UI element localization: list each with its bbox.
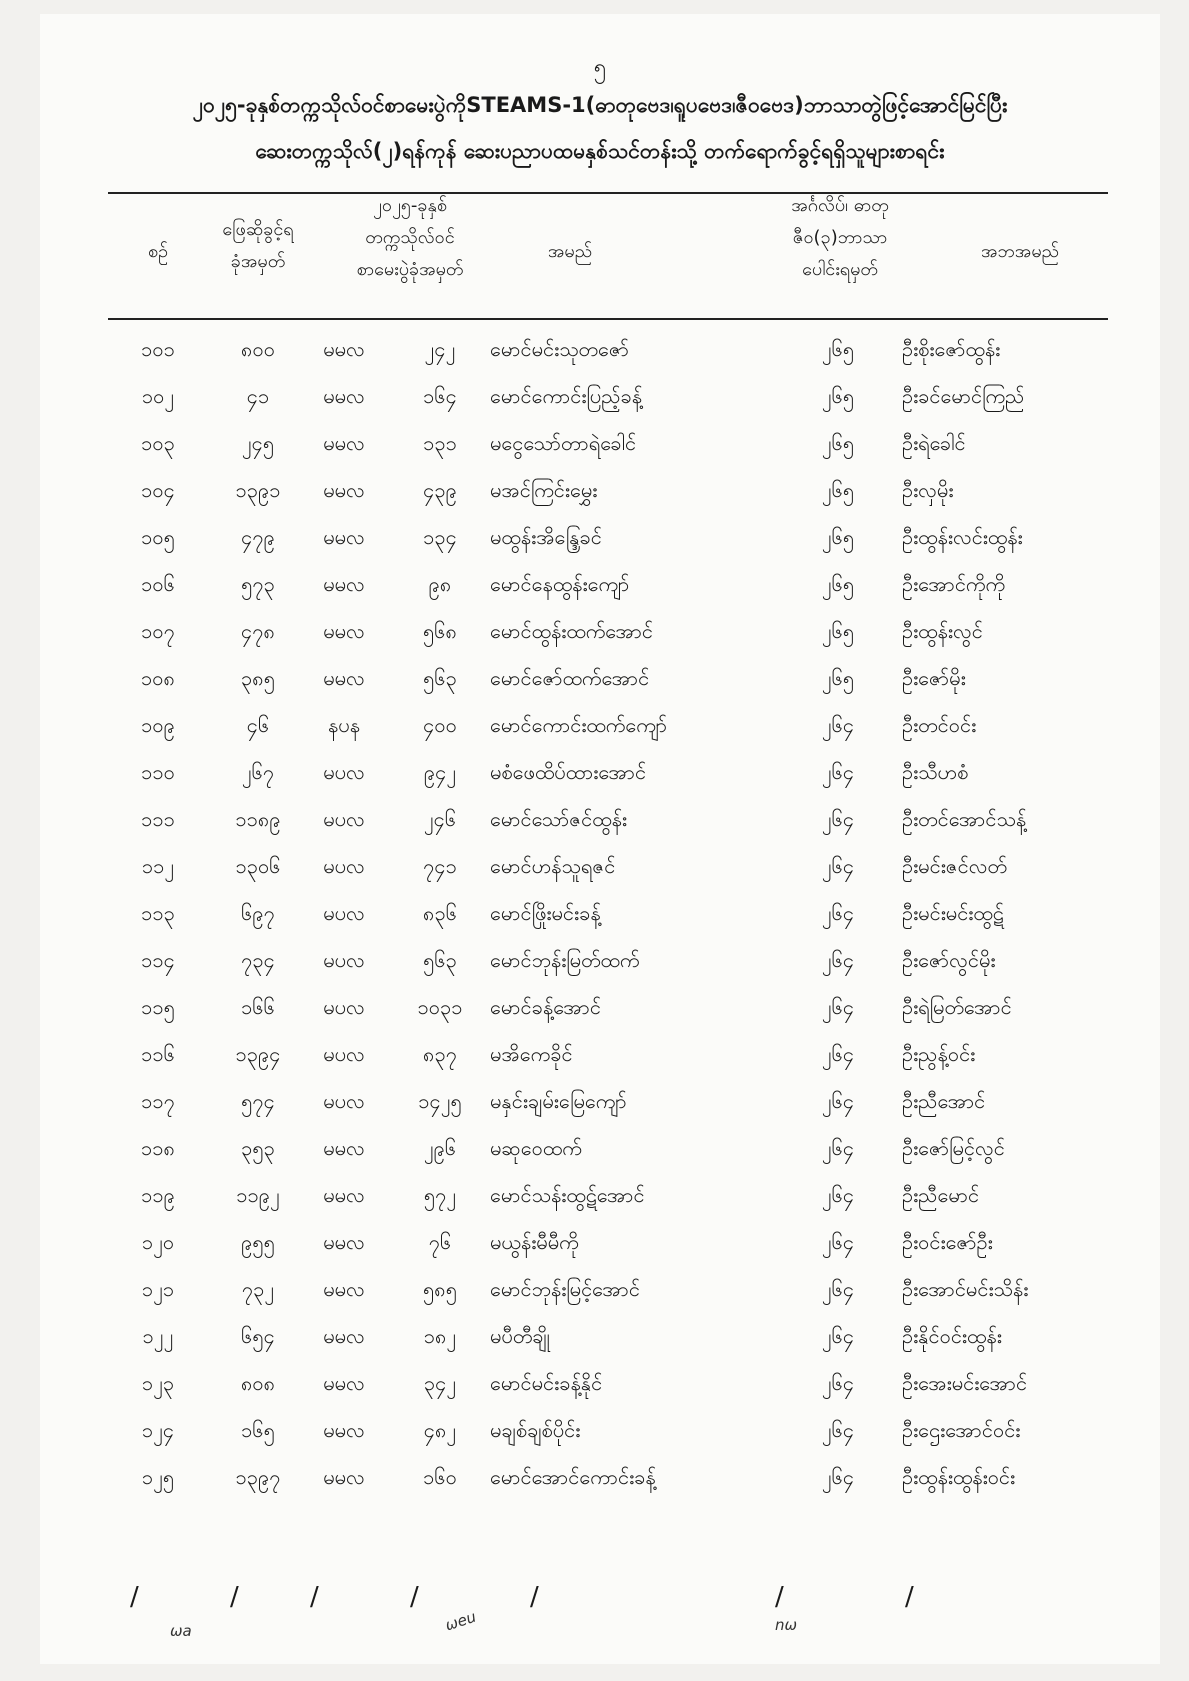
cell-no: ၁၀၇ — [141, 619, 175, 643]
header-marks — [750, 190, 930, 286]
header-exam-line-2: တက္ကသိုလ်ဝင် — [365, 227, 455, 248]
header-father: အဘအမည် — [980, 241, 1060, 262]
cell-marks: ၂၆၅ — [821, 619, 855, 643]
cell-region: မမလ — [323, 619, 365, 643]
cell-father: ဦးတင်အောင်သန့် — [902, 807, 1027, 831]
cell-roll: ၁၆၄ — [423, 384, 457, 408]
table-row — [40, 1135, 1160, 1182]
cell-no: ၁၁၅ — [141, 995, 175, 1019]
initials-signature: ωa — [170, 1622, 192, 1640]
cell-name: မောင်ဟန်သူရဇင် — [490, 854, 616, 878]
table-row — [40, 806, 1160, 853]
table-row — [40, 618, 1160, 665]
cell-no: ၁၁၄ — [141, 948, 175, 972]
cell-application: ၁၃၉၁ — [235, 478, 281, 502]
cell-roll: ၄၈၂ — [423, 1418, 457, 1442]
cell-application: ၁၆၆ — [241, 995, 275, 1019]
cell-application: ၃၅၃ — [241, 1136, 275, 1160]
cell-region: မမလ — [323, 1418, 365, 1442]
initials-signature: nω — [775, 1616, 798, 1634]
header-name: အမည် — [547, 241, 593, 262]
cell-application: ၇၃၂ — [241, 1277, 275, 1301]
cell-name: မောင်ကောင်းထက်ကျော် — [490, 713, 668, 737]
cell-marks: ၂၆၄ — [821, 995, 855, 1019]
cell-father: ဦးအောင်ကိုကို — [902, 572, 1006, 596]
cell-application: ၁၃၉၇ — [235, 1465, 281, 1489]
cell-no: ၁၀၆ — [141, 572, 175, 596]
cell-region: နပန — [327, 713, 361, 737]
cell-father: ဦးလှမိုး — [902, 478, 954, 502]
cell-name: မောင်သန်းထွဋ်အောင် — [490, 1183, 645, 1207]
cell-application: ၂၄၅ — [241, 431, 275, 455]
cell-no: ၁၁၁ — [141, 807, 175, 831]
cell-name: မောင်ဘုန်းမြင့်အောင် — [490, 1277, 640, 1301]
cell-marks: ၂၆၄ — [821, 760, 855, 784]
cell-no: ၁၀၂ — [141, 384, 175, 408]
cell-name: မောင်ဘုန်းမြတ်ထက် — [490, 948, 640, 972]
cell-marks: ၂၆၄ — [821, 854, 855, 878]
cell-father: ဦးအောင်မင်းသိန်း — [902, 1277, 1029, 1301]
table-row — [40, 947, 1160, 994]
cell-region: မမလ — [323, 572, 365, 596]
header-no: စဉ် — [147, 241, 169, 262]
cell-marks: ၂၆၄ — [821, 1230, 855, 1254]
cell-father: ဦးညီမောင် — [902, 1183, 980, 1207]
cell-region: မမလ — [323, 1277, 365, 1301]
cell-application: ၄၇၉ — [241, 525, 275, 549]
table-row — [40, 1276, 1160, 1323]
cell-name: မောင်အောင်ကောင်းခန့် — [490, 1465, 656, 1489]
cell-marks: ၂၆၄ — [821, 948, 855, 972]
cell-roll: ၄၃၉ — [423, 478, 457, 502]
cell-roll: ၇၄၁ — [423, 854, 457, 878]
end-stroke: / — [410, 1582, 419, 1612]
cell-region: မမလ — [323, 1183, 365, 1207]
cell-marks: ၂၆၄ — [821, 713, 855, 737]
cell-marks: ၂၆၅ — [821, 525, 855, 549]
cell-application: ၁၁၈၉ — [235, 807, 281, 831]
cell-application: ၁၃၀၆ — [235, 854, 281, 878]
cell-region: မပလ — [323, 1042, 365, 1066]
table-row — [40, 994, 1160, 1041]
end-stroke: / — [775, 1582, 784, 1612]
cell-region: မမလ — [323, 1371, 365, 1395]
cell-marks: ၂၆၄ — [821, 1183, 855, 1207]
header-application-line-2: ခုံအမှတ် — [230, 251, 286, 272]
cell-no: ၁၁၉ — [141, 1183, 175, 1207]
cell-region: မမလ — [323, 384, 365, 408]
cell-roll: ၃၄၂ — [423, 1371, 457, 1395]
cell-no: ၁၁၈ — [141, 1136, 175, 1160]
cell-roll: ၉၈ — [428, 572, 452, 596]
cell-roll: ၁၈၂ — [423, 1324, 457, 1348]
cell-name: မောင်ဖြိုးမင်းခန့် — [490, 901, 601, 925]
table-row — [40, 853, 1160, 900]
cell-roll: ၅၆၃ — [423, 666, 457, 690]
cell-marks: ၂၆၄ — [821, 1371, 855, 1395]
table-row — [40, 477, 1160, 524]
cell-region: မမလ — [323, 1136, 365, 1160]
cell-name: မောင်ခန့်အောင် — [490, 995, 601, 1019]
cell-father: ဦးညွန့်ဝင်း — [902, 1042, 976, 1066]
table-row — [40, 1041, 1160, 1088]
cell-name: မပီတီချို — [490, 1324, 550, 1348]
header-exam-line-3: စာမေးပွဲခုံအမှတ် — [356, 259, 464, 280]
table-row — [40, 1088, 1160, 1135]
cell-roll: ၅၆၈ — [423, 619, 457, 643]
table-top-rule — [108, 192, 1108, 194]
cell-marks: ၂၆၅ — [821, 478, 855, 502]
cell-name: မယွန်းမီမီကို — [490, 1230, 579, 1254]
table-row — [40, 336, 1160, 383]
table-row — [40, 1229, 1160, 1276]
cell-no: ၁၂၅ — [141, 1465, 175, 1489]
cell-no: ၁၂၃ — [141, 1371, 175, 1395]
cell-no: ၁၀၅ — [141, 525, 175, 549]
document-title-line-1: ၂၀၂၅-ခုနှစ်တက္ကသိုလ်ဝင်စာမေးပွဲကိုSTEAMS-1(ဓာတုဗေဒ၊ရူပဗေဒ၊ဇီဝဗေဒ)ဘာသာတွဲဖြင့်အောင်မြင်ပြီး — [192, 93, 1008, 117]
cell-name: မထွန်းအိန္ဒြေခင် — [490, 525, 602, 549]
header-marks-line-3: ပေါင်းရမှတ် — [802, 259, 878, 280]
cell-application: ၄၇၈ — [241, 619, 275, 643]
cell-application: ၉၅၅ — [241, 1230, 275, 1254]
cell-region: မမလ — [323, 1465, 365, 1489]
cell-father: ဦးရဲမြတ်အောင် — [902, 995, 1012, 1019]
header-marks-line-1: အင်္ဂလိပ်၊ ဓာတု — [791, 195, 889, 216]
table-row — [40, 900, 1160, 947]
cell-name: မဆုဝေထက် — [490, 1136, 582, 1160]
table-row — [40, 712, 1160, 759]
cell-region: မမလ — [323, 525, 365, 549]
document-title-line-2: ဆေးတက္ကသိုလ်(၂)ရန်ကုန် ဆေးပညာပထမနှစ်သင်တန်းသို့ တက်ရောက်ခွင့်ရရှိသူများစာရင်း — [255, 139, 945, 163]
cell-roll: ၁၃၁ — [423, 431, 457, 455]
cell-name: မချစ်ချစ်ပိုင်း — [490, 1418, 581, 1442]
cell-marks: ၂၆၄ — [821, 1277, 855, 1301]
cell-marks: ၂၆၄ — [821, 1136, 855, 1160]
cell-name: မောင်မင်းခန့်နိုင် — [490, 1371, 603, 1395]
table-row — [40, 430, 1160, 477]
cell-no: ၁၀၈ — [141, 666, 175, 690]
cell-roll: ၁၃၄ — [423, 525, 457, 549]
cell-no: ၁၁၆ — [141, 1042, 175, 1066]
cell-name: မအင်ကြင်းမွှေး — [490, 478, 598, 502]
cell-father: ဦးခင်မောင်ကြည် — [902, 384, 1025, 408]
end-stroke: / — [130, 1582, 139, 1612]
cell-region: မမလ — [323, 1324, 365, 1348]
cell-marks: ၂၆၄ — [821, 1089, 855, 1113]
cell-region: မမလ — [323, 337, 365, 361]
cell-no: ၁၂၂ — [142, 1324, 174, 1348]
cell-region: မပလ — [323, 760, 365, 784]
cell-application: ၄၁ — [246, 384, 270, 408]
cell-name: မောင်ကောင်းပြည့်ခန့် — [490, 384, 643, 408]
cell-region: မပလ — [323, 807, 365, 831]
header-application — [198, 214, 318, 278]
cell-marks: ၂၆၄ — [821, 901, 855, 925]
cell-application: ၈၀၈ — [240, 1371, 276, 1395]
cell-father: ဦးထွန်းထွန်းဝင်း — [902, 1465, 1016, 1489]
cell-no: ၁၁၂ — [141, 854, 175, 878]
cell-application: ၁၁၉၂ — [236, 1183, 280, 1207]
cell-region: မပလ — [323, 948, 365, 972]
cell-roll: ၁၀၃၁ — [417, 995, 463, 1019]
table-row — [40, 1182, 1160, 1229]
cell-application: ၈၀၀ — [241, 337, 275, 361]
cell-father: ဦးတင်ဝင်း — [902, 713, 977, 737]
cell-name: မစံဖေထိပ်ထားအောင် — [490, 760, 647, 784]
cell-name: မနှင်းချမ်းမြေကျော် — [490, 1089, 627, 1113]
cell-region: မမလ — [323, 1230, 365, 1254]
cell-application: ၅၇၃ — [241, 572, 275, 596]
cell-region: မမလ — [323, 666, 365, 690]
cell-roll: ၅၆၃ — [423, 948, 457, 972]
cell-roll: ၁၄၂၅ — [418, 1089, 462, 1113]
cell-roll: ၂၄၆ — [423, 807, 457, 831]
cell-father: ဦးထွန်းလင်းထွန်း — [902, 525, 1023, 549]
cell-application: ၇၃၄ — [241, 948, 275, 972]
cell-no: ၁၀၃ — [141, 431, 175, 455]
table-row — [40, 1323, 1160, 1370]
cell-name: မောင်ထွန်းထက်အောင် — [490, 619, 654, 643]
end-stroke: / — [905, 1582, 914, 1612]
cell-marks: ၂၆၅ — [821, 337, 855, 361]
cell-roll: ၈၃၇ — [423, 1042, 457, 1066]
cell-roll: ၅၇၂ — [423, 1183, 457, 1207]
cell-roll: ၂၄၂ — [424, 337, 456, 361]
cell-name: မောင်သော်ဇင်ထွန်း — [490, 807, 627, 831]
document-page — [40, 14, 1160, 1664]
table-row — [40, 383, 1160, 430]
cell-marks: ၂၆၄ — [821, 1465, 855, 1489]
table-row — [40, 1417, 1160, 1464]
cell-no: ၁၀၄ — [141, 478, 175, 502]
cell-father: ဦးသီဟစံ — [902, 760, 969, 784]
cell-father: ဦးထွန်းလွင် — [902, 619, 983, 643]
header-marks-line-2: ဇီဝ(၃)ဘာသာ — [792, 227, 888, 248]
cell-roll: ၅၈၅ — [423, 1277, 457, 1301]
cell-name: မငွေသော်တာရဲခေါင် — [490, 431, 637, 455]
cell-marks: ၂၆၅ — [821, 384, 855, 408]
cell-application: ၃၈၅ — [241, 666, 275, 690]
end-of-list-strokes — [40, 1582, 1160, 1612]
cell-name: မောင်နေထွန်းကျော် — [490, 572, 630, 596]
cell-father: ဦးမင်းမင်းထွဋ် — [902, 901, 1004, 925]
cell-marks: ၂၆၅ — [821, 431, 855, 455]
initials-signature: ωeu — [442, 1607, 479, 1635]
cell-region: မပလ — [323, 995, 365, 1019]
cell-marks: ၂၆၄ — [821, 1324, 855, 1348]
cell-father: ဦးဇော်လွင်မိုး — [902, 948, 996, 972]
cell-application: ၁၆၅ — [241, 1418, 275, 1442]
cell-application: ၅၇၄ — [241, 1089, 275, 1113]
cell-application: ၁၃၉၄ — [235, 1042, 281, 1066]
cell-father: ဦးရဲခေါင် — [902, 431, 966, 455]
header-exam-line-1: ၂၀၂၅-ခုနှစ် — [373, 195, 447, 216]
cell-father: ဦးစိုးဇော်ထွန်း — [902, 337, 1001, 361]
cell-marks: ၂၆၄ — [821, 1418, 855, 1442]
cell-father: ဦးညီအောင် — [902, 1089, 986, 1113]
end-stroke: / — [310, 1582, 319, 1612]
table-row — [40, 524, 1160, 571]
cell-name: မအိကေခိုင် — [490, 1042, 573, 1066]
cell-name: မောင်ဇော်ထက်အောင် — [490, 666, 650, 690]
header-exam — [310, 190, 510, 286]
cell-no: ၁၀၉ — [141, 713, 175, 737]
table-row — [40, 1370, 1160, 1417]
page-number: ၅ — [593, 55, 607, 80]
cell-no: ၁၁၃ — [141, 901, 175, 925]
table-header-rule — [108, 318, 1108, 320]
cell-marks: ၂၆၄ — [821, 1042, 855, 1066]
cell-marks: ၂၆၅ — [821, 572, 855, 596]
cell-application: ၆၉၇ — [241, 901, 275, 925]
table-row — [40, 1464, 1160, 1511]
cell-application: ၄၆ — [246, 713, 270, 737]
cell-no: ၁၂၁ — [141, 1277, 175, 1301]
cell-father: ဦးဇော်မြင့်လွင် — [902, 1136, 1005, 1160]
cell-no: ၁၂၄ — [141, 1418, 175, 1442]
table-row — [40, 665, 1160, 712]
cell-father: ဦးဝင်းဇော်ဦး — [902, 1230, 993, 1254]
cell-no: ၁၂၀ — [141, 1230, 175, 1254]
cell-no: ၁၀၁ — [141, 337, 175, 361]
cell-father: ဦးဌေးအောင်ဝင်း — [902, 1418, 1021, 1442]
table-row — [40, 571, 1160, 618]
cell-father: ဦးနိုင်ဝင်းထွန်း — [902, 1324, 1002, 1348]
cell-roll: ၂၉၆ — [423, 1136, 457, 1160]
cell-no: ၁၁၇ — [141, 1089, 175, 1113]
cell-region: မပလ — [323, 1089, 365, 1113]
cell-region: မပလ — [323, 901, 365, 925]
cell-roll: ၇၆ — [428, 1230, 452, 1254]
header-application-line-1: ဖြေဆိုခွင့်ရ — [222, 219, 294, 240]
cell-father: ဦးဇော်မိုး — [902, 666, 966, 690]
cell-application: ၆၅၄ — [241, 1324, 275, 1348]
cell-father: ဦးအေးမင်းအောင် — [902, 1371, 1028, 1395]
cell-roll: ၈၃၆ — [423, 901, 457, 925]
table-row — [40, 759, 1160, 806]
cell-region: မမလ — [323, 478, 365, 502]
cell-roll: ၁၆၀ — [423, 1465, 457, 1489]
cell-application: ၂၆၇ — [241, 760, 275, 784]
cell-region: မမလ — [323, 431, 365, 455]
cell-roll: ၄၀၀ — [423, 713, 457, 737]
cell-marks: ၂၆၄ — [821, 807, 855, 831]
cell-father: ဦးမင်းဇင်လတ် — [902, 854, 1007, 878]
cell-marks: ၂၆၅ — [821, 666, 855, 690]
end-stroke: / — [230, 1582, 239, 1612]
cell-roll: ၉၄၂ — [423, 760, 457, 784]
cell-name: မောင်မင်းသုတဇော် — [490, 337, 629, 361]
cell-region: မပလ — [323, 854, 365, 878]
end-stroke: / — [530, 1582, 539, 1612]
cell-no: ၁၁၀ — [141, 760, 175, 784]
